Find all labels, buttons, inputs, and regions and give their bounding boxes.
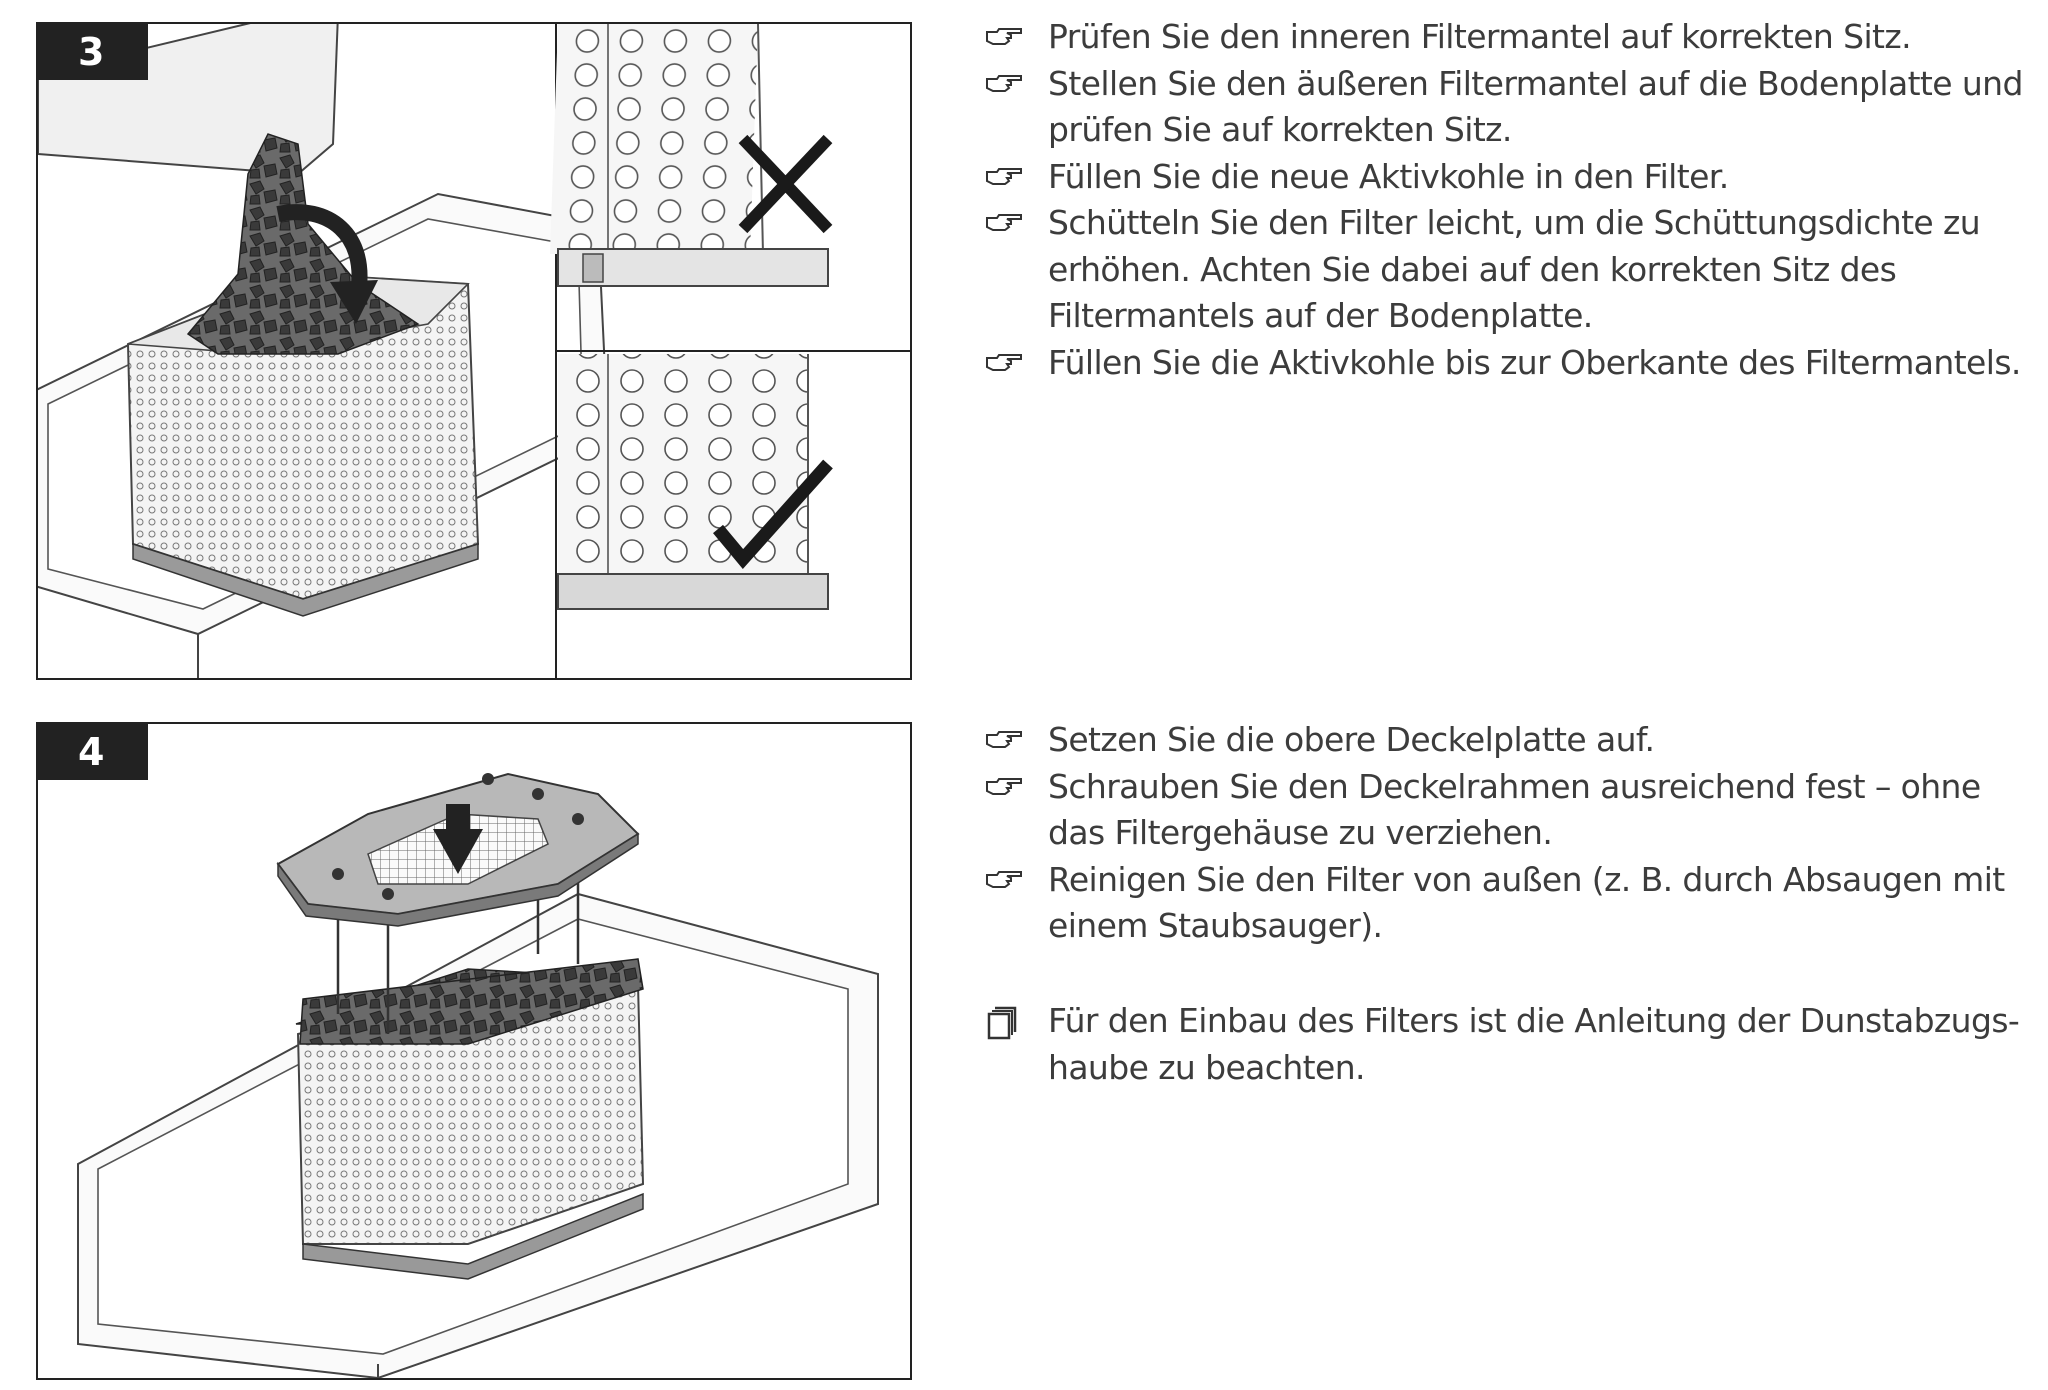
pointing-hand-icon [985, 869, 1025, 891]
step3-instruction-list [985, 14, 2035, 386]
instruction-text: Setzen Sie die obere Deckelplatte auf. [1048, 720, 1655, 759]
instruction-text: Schrauben Sie den Deckelrahmen ausreichend fest – ohne das Filtergehäuse zu verziehen. [1048, 766, 1981, 852]
instruction-text: Schütteln Sie den Filter leicht, um die Schüttungsdichte zu erhöhen. Achten Sie dabei auf den korrekten Sitz des Filtermantels auf der Bodenplatte. [1048, 203, 1981, 335]
step-number-3: 3 [38, 24, 148, 80]
pointing-hand-icon [985, 26, 1025, 48]
pointing-hand-icon [985, 166, 1025, 188]
figure-step-4 [36, 722, 912, 1380]
instruction-text: Füllen Sie die Aktivkohle bis zur Oberkante des Filtermantels. [1048, 342, 2021, 382]
instruction-text: Füllen Sie die neue Aktivkohle in den Filter. [1048, 156, 1729, 196]
tray-and-filter-step3 [38, 24, 608, 678]
x-mark-icon [743, 139, 828, 229]
installation-note [985, 998, 2035, 1091]
pointing-hand-icon [985, 73, 1025, 95]
illustration-mounting-cover-plate [38, 724, 910, 1378]
illustration-filling-activated-carbon [38, 24, 910, 678]
instruction-item [985, 14, 2035, 61]
instruction-item [985, 154, 2035, 201]
instruction-text: Prüfen Sie den inneren Filtermantel auf korrekten Sitz. [1048, 17, 1911, 56]
instruction-text: Stellen Sie den äußeren Filtermantel auf die Bodenplatte und prüfen Sie auf korrekten Sitz. [1048, 63, 2023, 149]
figure-step-3 [36, 22, 912, 680]
pointing-hand-icon [985, 212, 1025, 234]
instruction-item [985, 857, 2035, 950]
instruction-item [985, 61, 2035, 154]
step-number-4: 4 [38, 724, 148, 780]
instruction-text: Reinigen Sie den Filter von außen (z. B. durch Absaugen mit einem Staubsauger). [1048, 859, 2005, 945]
detail-correct-seat [558, 354, 828, 609]
detail-incorrect-seat [550, 24, 828, 286]
tray-and-filter-step4 [78, 773, 878, 1378]
book-icon [987, 1006, 1019, 1040]
pointing-hand-icon [985, 729, 1025, 751]
note-text: Für den Einbau des Filters ist die Anleitung der Dunstabzugshaube zu beachten. [1048, 1001, 2020, 1087]
instruction-item [985, 717, 2035, 764]
step4-instruction-list [985, 717, 2035, 950]
pointing-hand-icon [985, 352, 1025, 374]
instruction-item [985, 764, 2035, 857]
instruction-item [985, 200, 2035, 340]
pointing-hand-icon [985, 776, 1025, 798]
instruction-item [985, 340, 2035, 387]
